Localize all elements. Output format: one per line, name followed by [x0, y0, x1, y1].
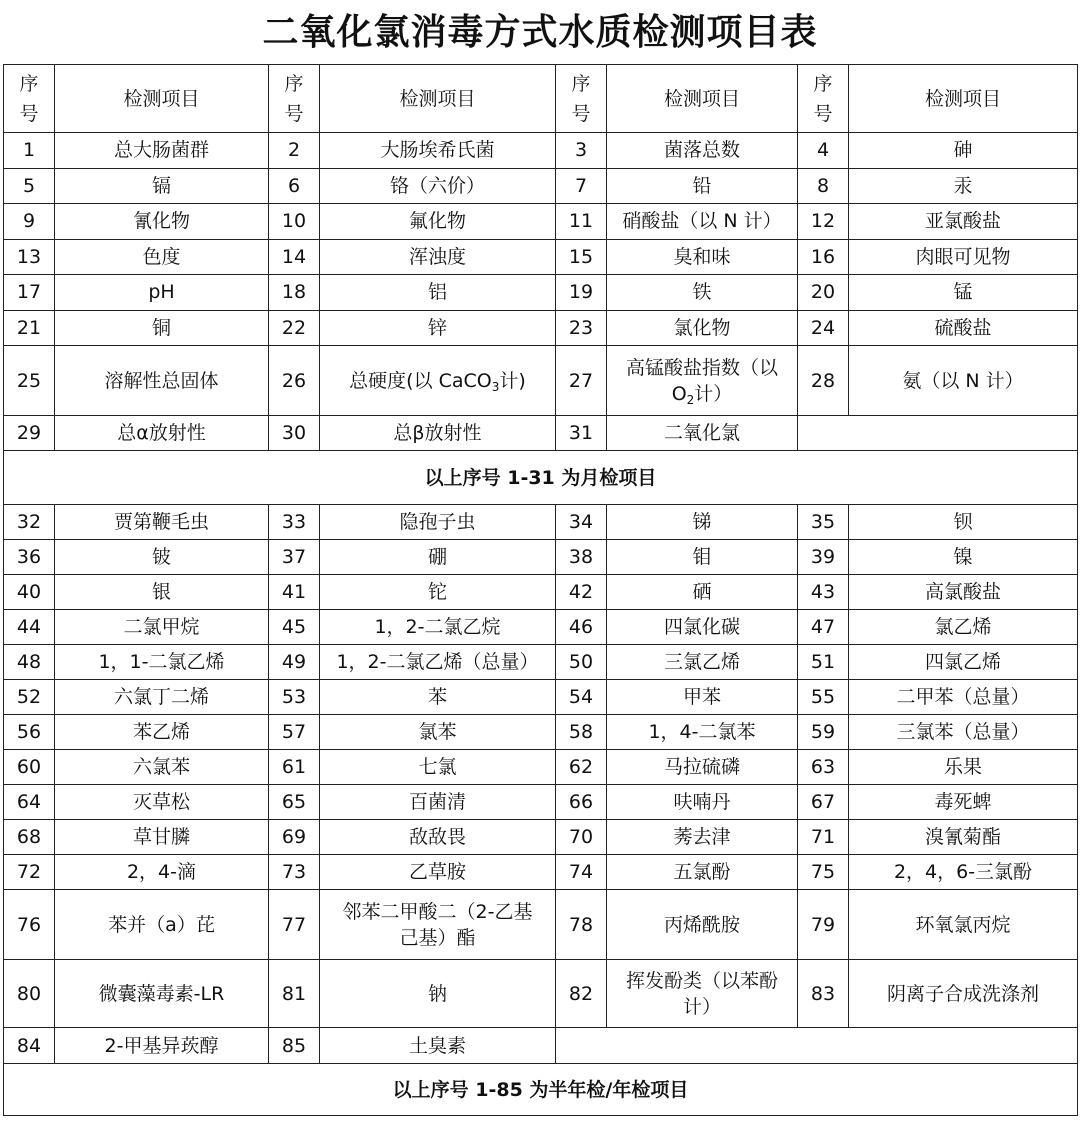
item-cell: 锌 [320, 310, 556, 346]
seq-cell: 84 [4, 1028, 55, 1064]
item-cell: 砷 [849, 133, 1078, 169]
seq-cell: 6 [269, 168, 320, 204]
table-row [4, 820, 1078, 855]
seq-cell: 29 [4, 416, 55, 451]
seq-header: 序 号 [4, 65, 55, 133]
item-cell: 五氯酚 [607, 855, 798, 890]
monthly-summary: 以上序号 1-31 为月检项目 [4, 451, 1078, 505]
seq-cell: 4 [798, 133, 849, 169]
seq-header: 序 号 [556, 65, 607, 133]
item-cell: 四氯化碳 [607, 610, 798, 645]
seq-cell: 33 [269, 505, 320, 540]
seq-cell: 71 [798, 820, 849, 855]
item-cell: 铬（六价） [320, 168, 556, 204]
item-cell: 总大肠菌群 [55, 133, 269, 169]
table-row [4, 890, 1078, 960]
seq-cell: 62 [556, 750, 607, 785]
table-row [4, 168, 1078, 204]
table-row [4, 785, 1078, 820]
seq-cell: 25 [4, 346, 55, 416]
seq-cell: 14 [269, 239, 320, 275]
item-cell: 隐孢子虫 [320, 505, 556, 540]
seq-cell: 64 [4, 785, 55, 820]
item-cell: 镍 [849, 540, 1078, 575]
seq-cell: 23 [556, 310, 607, 346]
seq-cell: 12 [798, 204, 849, 240]
seq-cell: 2 [269, 133, 320, 169]
seq-cell: 49 [269, 645, 320, 680]
seq-cell: 13 [4, 239, 55, 275]
seq-cell: 60 [4, 750, 55, 785]
seq-cell: 56 [4, 715, 55, 750]
seq-cell: 68 [4, 820, 55, 855]
item-cell: 甲苯 [607, 680, 798, 715]
seq-cell: 70 [556, 820, 607, 855]
item-cell: 1，2-二氯乙烷 [320, 610, 556, 645]
seq-cell: 44 [4, 610, 55, 645]
seq-cell: 7 [556, 168, 607, 204]
item-cell: 大肠埃希氏菌 [320, 133, 556, 169]
item-cell: 呋喃丹 [607, 785, 798, 820]
item-cell: 1，2-二氯乙烯（总量） [320, 645, 556, 680]
seq-cell: 79 [798, 890, 849, 960]
item-cell: 溴氰菊酯 [849, 820, 1078, 855]
item-cell: 微囊藻毒素-LR [55, 960, 269, 1028]
seq-cell: 30 [269, 416, 320, 451]
seq-cell: 45 [269, 610, 320, 645]
seq-cell: 85 [269, 1028, 320, 1064]
seq-cell: 28 [798, 346, 849, 416]
seq-cell: 27 [556, 346, 607, 416]
seq-cell: 41 [269, 575, 320, 610]
item-cell: 丙烯酰胺 [607, 890, 798, 960]
seq-cell: 39 [798, 540, 849, 575]
seq-cell: 11 [556, 204, 607, 240]
seq-cell: 52 [4, 680, 55, 715]
seq-cell: 72 [4, 855, 55, 890]
seq-header: 序 号 [798, 65, 849, 133]
item-cell: 硝酸盐（以 N 计） [607, 204, 798, 240]
seq-cell: 77 [269, 890, 320, 960]
item-cell: 氯乙烯 [849, 610, 1078, 645]
table-row [4, 680, 1078, 715]
seq-cell: 9 [4, 204, 55, 240]
item-cell: 高氯酸盐 [849, 575, 1078, 610]
seq-cell: 80 [4, 960, 55, 1028]
item-cell: 挥发酚类（以苯酚 计） [607, 960, 798, 1028]
item-cell: 色度 [55, 239, 269, 275]
seq-cell: 55 [798, 680, 849, 715]
table-row [4, 239, 1078, 275]
seq-cell: 3 [556, 133, 607, 169]
table-row [4, 204, 1078, 240]
item-cell: 苯并（a）芘 [55, 890, 269, 960]
table-row [4, 310, 1078, 346]
seq-cell: 66 [556, 785, 607, 820]
item-cell: 硫酸盐 [849, 310, 1078, 346]
seq-cell: 81 [269, 960, 320, 1028]
seq-cell: 22 [269, 310, 320, 346]
item-cell: 阴离子合成洗涤剂 [849, 960, 1078, 1028]
table-row [4, 750, 1078, 785]
item-cell: 铁 [607, 275, 798, 311]
item-cell: 钼 [607, 540, 798, 575]
item-cell: 硒 [607, 575, 798, 610]
seq-cell: 15 [556, 239, 607, 275]
item-cell: 锑 [607, 505, 798, 540]
seq-cell: 67 [798, 785, 849, 820]
item-cell: 1，1-二氯乙烯 [55, 645, 269, 680]
seq-cell: 54 [556, 680, 607, 715]
table-row [4, 715, 1078, 750]
item-cell: 肉眼可见物 [849, 239, 1078, 275]
empty-cell [556, 1028, 1078, 1064]
item-cell: 草甘膦 [55, 820, 269, 855]
seq-cell: 74 [556, 855, 607, 890]
seq-cell: 34 [556, 505, 607, 540]
item-cell: 总硬度(以 CaCO$_3$计) [320, 346, 556, 416]
item-cell: 二氧化氯 [607, 416, 798, 451]
table-row [4, 960, 1078, 1028]
item-cell: 百菌清 [320, 785, 556, 820]
item-header: 检测项目 [607, 65, 798, 133]
seq-cell: 63 [798, 750, 849, 785]
table-row [4, 416, 1078, 451]
item-cell: 氟化物 [320, 204, 556, 240]
item-cell: 亚氯酸盐 [849, 204, 1078, 240]
item-cell: 银 [55, 575, 269, 610]
seq-cell: 48 [4, 645, 55, 680]
table-row [4, 346, 1078, 416]
item-cell: 土臭素 [320, 1028, 556, 1064]
table-row [4, 275, 1078, 311]
seq-cell: 26 [269, 346, 320, 416]
seq-cell: 73 [269, 855, 320, 890]
item-cell: 硼 [320, 540, 556, 575]
item-cell: 灭草松 [55, 785, 269, 820]
item-cell: 乐果 [849, 750, 1078, 785]
annual-summary: 以上序号 1-85 为半年检/年检项目 [4, 1064, 1078, 1116]
seq-cell: 83 [798, 960, 849, 1028]
seq-cell: 18 [269, 275, 320, 311]
item-header: 检测项目 [849, 65, 1078, 133]
item-cell: 铜 [55, 310, 269, 346]
item-cell: 氯化物 [607, 310, 798, 346]
item-cell: 铅 [607, 168, 798, 204]
item-cell: 乙草胺 [320, 855, 556, 890]
seq-cell: 78 [556, 890, 607, 960]
seq-cell: 35 [798, 505, 849, 540]
page-title: 二氧化氯消毒方式水质检测项目表 [262, 11, 818, 53]
test-items-table [3, 64, 1078, 1116]
seq-cell: 1 [4, 133, 55, 169]
item-cell: 苯乙烯 [55, 715, 269, 750]
seq-cell: 51 [798, 645, 849, 680]
item-cell: 钡 [849, 505, 1078, 540]
item-cell: 氯苯 [320, 715, 556, 750]
seq-cell: 16 [798, 239, 849, 275]
item-cell: 氰化物 [55, 204, 269, 240]
seq-cell: 50 [556, 645, 607, 680]
item-cell: 2，4-滴 [55, 855, 269, 890]
item-cell: 七氯 [320, 750, 556, 785]
table-row [4, 1028, 1078, 1064]
item-cell: 铊 [320, 575, 556, 610]
table-row [4, 855, 1078, 890]
item-cell: 臭和味 [607, 239, 798, 275]
item-cell: 二甲苯（总量） [849, 680, 1078, 715]
seq-cell: 47 [798, 610, 849, 645]
item-cell: 锰 [849, 275, 1078, 311]
item-cell: 溶解性总固体 [55, 346, 269, 416]
item-cell: 总β放射性 [320, 416, 556, 451]
item-cell: 敌敌畏 [320, 820, 556, 855]
item-cell: 氨（以 N 计） [849, 346, 1078, 416]
header-row [4, 65, 1078, 133]
item-cell: 汞 [849, 168, 1078, 204]
seq-cell: 5 [4, 168, 55, 204]
item-cell: 镉 [55, 168, 269, 204]
item-cell: 毒死蜱 [849, 785, 1078, 820]
item-cell: pH [55, 275, 269, 311]
item-cell: 铍 [55, 540, 269, 575]
item-cell: 邻苯二甲酸二（2-乙基 己基）酯 [320, 890, 556, 960]
seq-cell: 61 [269, 750, 320, 785]
item-header: 检测项目 [320, 65, 556, 133]
table-row [4, 575, 1078, 610]
table-row [4, 540, 1078, 575]
item-cell: 苯 [320, 680, 556, 715]
item-cell: 2-甲基异莰醇 [55, 1028, 269, 1064]
item-cell: 六氯丁二烯 [55, 680, 269, 715]
empty-cell [798, 416, 1078, 451]
seq-cell: 32 [4, 505, 55, 540]
item-cell: 浑浊度 [320, 239, 556, 275]
seq-cell: 19 [556, 275, 607, 311]
seq-cell: 58 [556, 715, 607, 750]
seq-cell: 53 [269, 680, 320, 715]
seq-cell: 8 [798, 168, 849, 204]
item-cell: 总α放射性 [55, 416, 269, 451]
seq-cell: 40 [4, 575, 55, 610]
item-cell: 菌落总数 [607, 133, 798, 169]
item-cell: 四氯乙烯 [849, 645, 1078, 680]
seq-cell: 17 [4, 275, 55, 311]
table-row [4, 451, 1078, 505]
table-row [4, 505, 1078, 540]
item-cell: 马拉硫磷 [607, 750, 798, 785]
seq-cell: 21 [4, 310, 55, 346]
item-cell: 铝 [320, 275, 556, 311]
item-cell: 莠去津 [607, 820, 798, 855]
seq-cell: 65 [269, 785, 320, 820]
seq-cell: 37 [269, 540, 320, 575]
item-cell: 钠 [320, 960, 556, 1028]
seq-cell: 59 [798, 715, 849, 750]
seq-cell: 82 [556, 960, 607, 1028]
item-cell: 三氯乙烯 [607, 645, 798, 680]
seq-cell: 10 [269, 204, 320, 240]
seq-header: 序 号 [269, 65, 320, 133]
table-row [4, 133, 1078, 169]
seq-cell: 36 [4, 540, 55, 575]
table-row [4, 645, 1078, 680]
seq-cell: 57 [269, 715, 320, 750]
seq-cell: 76 [4, 890, 55, 960]
item-cell: 贾第鞭毛虫 [55, 505, 269, 540]
seq-cell: 46 [556, 610, 607, 645]
item-header: 检测项目 [55, 65, 269, 133]
item-cell: 二氯甲烷 [55, 610, 269, 645]
seq-cell: 43 [798, 575, 849, 610]
item-cell: 高锰酸盐指数（以 $O_2$计） [607, 346, 798, 416]
seq-cell: 69 [269, 820, 320, 855]
seq-cell: 38 [556, 540, 607, 575]
seq-cell: 42 [556, 575, 607, 610]
seq-cell: 75 [798, 855, 849, 890]
seq-cell: 31 [556, 416, 607, 451]
seq-cell: 24 [798, 310, 849, 346]
table-row [4, 1064, 1078, 1116]
item-cell: 六氯苯 [55, 750, 269, 785]
item-cell: 1，4-二氯苯 [607, 715, 798, 750]
item-cell: 2，4，6-三氯酚 [849, 855, 1078, 890]
table-row [4, 610, 1078, 645]
item-cell: 三氯苯（总量） [849, 715, 1078, 750]
item-cell: 环氧氯丙烷 [849, 890, 1078, 960]
seq-cell: 20 [798, 275, 849, 311]
